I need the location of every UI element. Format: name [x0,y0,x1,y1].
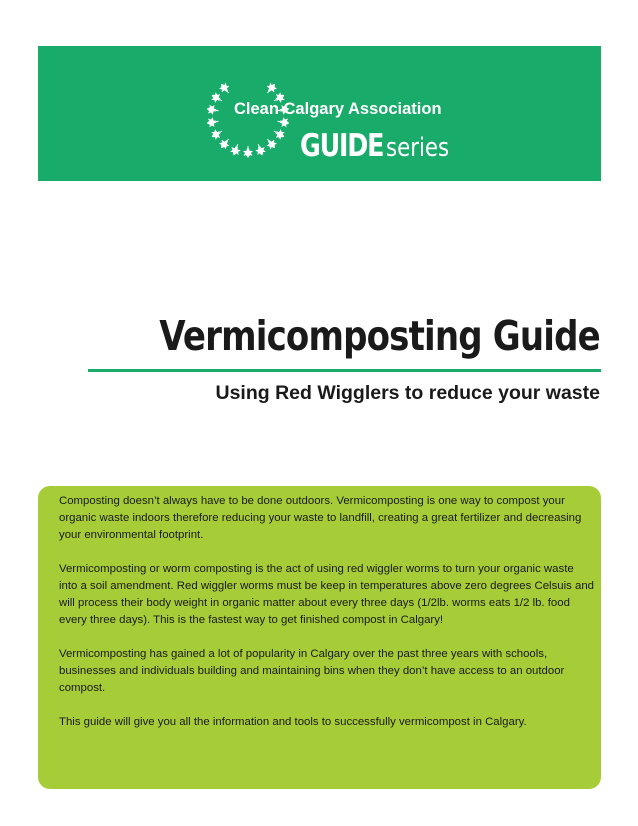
series-wordmark [300,128,463,164]
organization-name: Clean Calgary Association [234,100,442,118]
intro-paragraph: Vermicomposting has gained a lot of popularity in Calgary over the past three years with schools, businesses and individuals building and maintaining bins when they don’t have access to an outdoor compost. [59,648,565,694]
title-divider [88,369,601,372]
page-title: Vermicomposting Guide [159,312,600,360]
series-word-label: series [385,133,449,163]
series-guide-label: GUIDE [300,128,384,164]
intro-text [59,493,595,748]
intro-panel [38,486,601,789]
header-banner [38,46,601,181]
intro-paragraph: Composting doesn’t always have to be done outdoors. Vermicomposting is one way to compost your organic waste indoors therefore reducing your waste to landfill, creating a great fertilizer and decreasing your environmental footprint. [59,495,582,541]
page-subtitle: Using Red Wigglers to reduce your waste [215,382,600,404]
intro-paragraph: This guide will give you all the information and tools to successfully vermicompost in Calgary. [59,716,527,728]
intro-paragraph: Vermicomposting or worm composting is the act of using red wiggler worms to turn your organic waste into a soil amendment. Red wiggler worms must be keep in temperatures above zero degrees Celsuis and will process their body weight in organic matter about every three days (1/2lb. worms eats 1/2 lb. food every three days). This is the fastest way to get finished compost in Calgary! [59,563,594,626]
